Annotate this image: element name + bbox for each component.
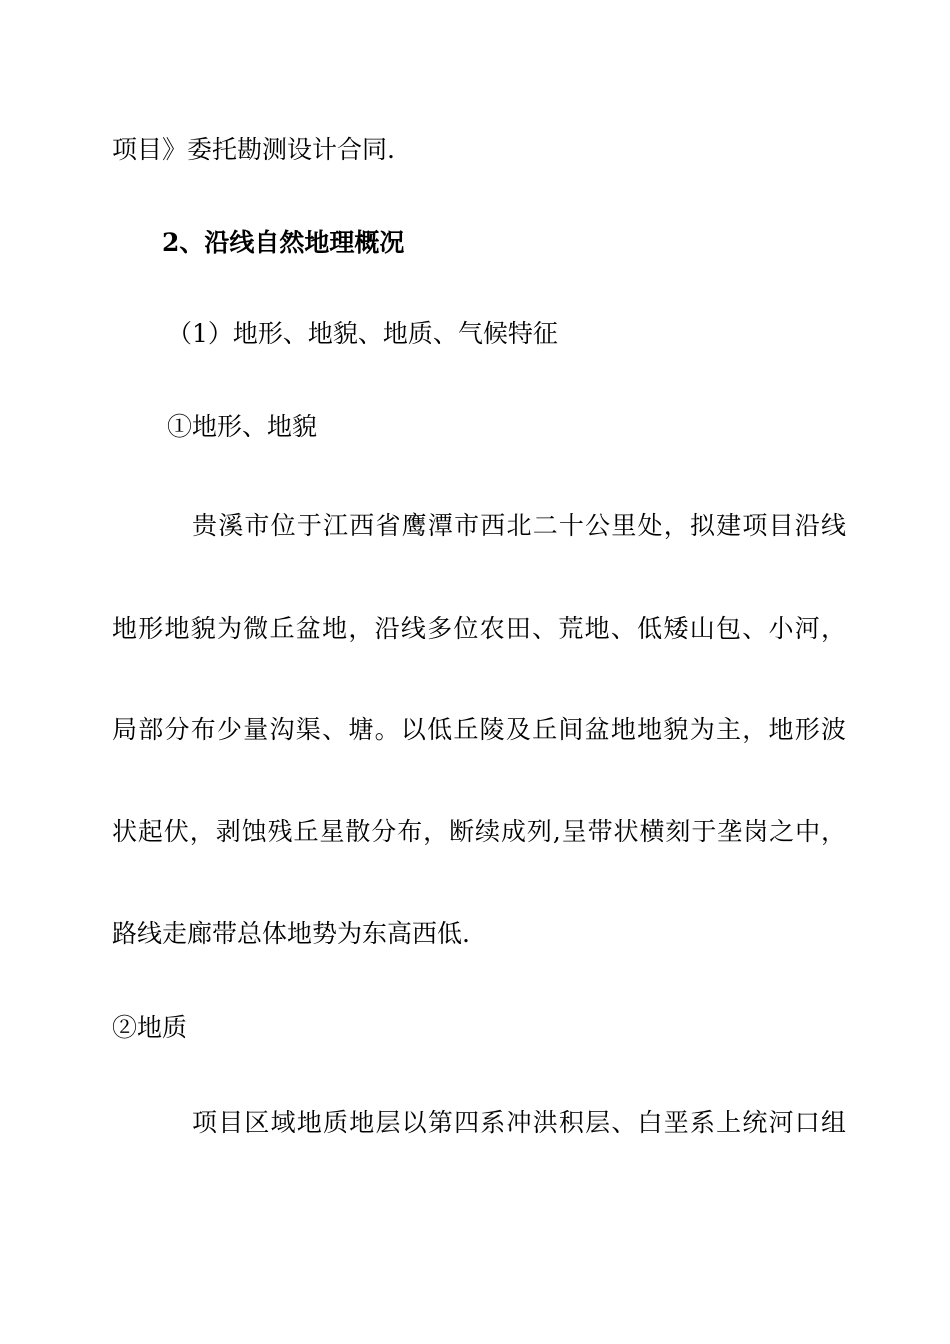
topic-heading-terrain: ①地形、地貌: [167, 412, 318, 441]
paragraph-continuation: 项目》委托勘测设计合同.: [112, 135, 395, 164]
body-line: 项目区域地质地层以第四系冲洪积层、白垩系上统河口组: [192, 1108, 846, 1137]
body-line: 局部分布少量沟渠、塘。以低丘陵及丘间盆地地貌为主，地形波: [112, 715, 846, 744]
body-line: 状起伏，剥蚀残丘星散分布，断续成列,呈带状横刻于垄岗之中，: [112, 817, 846, 846]
section-heading: 2、沿线自然地理概况: [162, 228, 405, 257]
subsection-heading: （1）地形、地貌、地质、气候特征: [167, 319, 558, 348]
body-line: 地形地貌为微丘盆地，沿线多位农田、荒地、低矮山包、小河，: [112, 614, 846, 643]
body-line: 贵溪市位于江西省鹰潭市西北二十公里处，拟建项目沿线: [192, 511, 846, 540]
topic-heading-geology: ②地质: [112, 1013, 188, 1042]
body-line: 路线走廊带总体地势为东高西低.: [112, 919, 470, 948]
